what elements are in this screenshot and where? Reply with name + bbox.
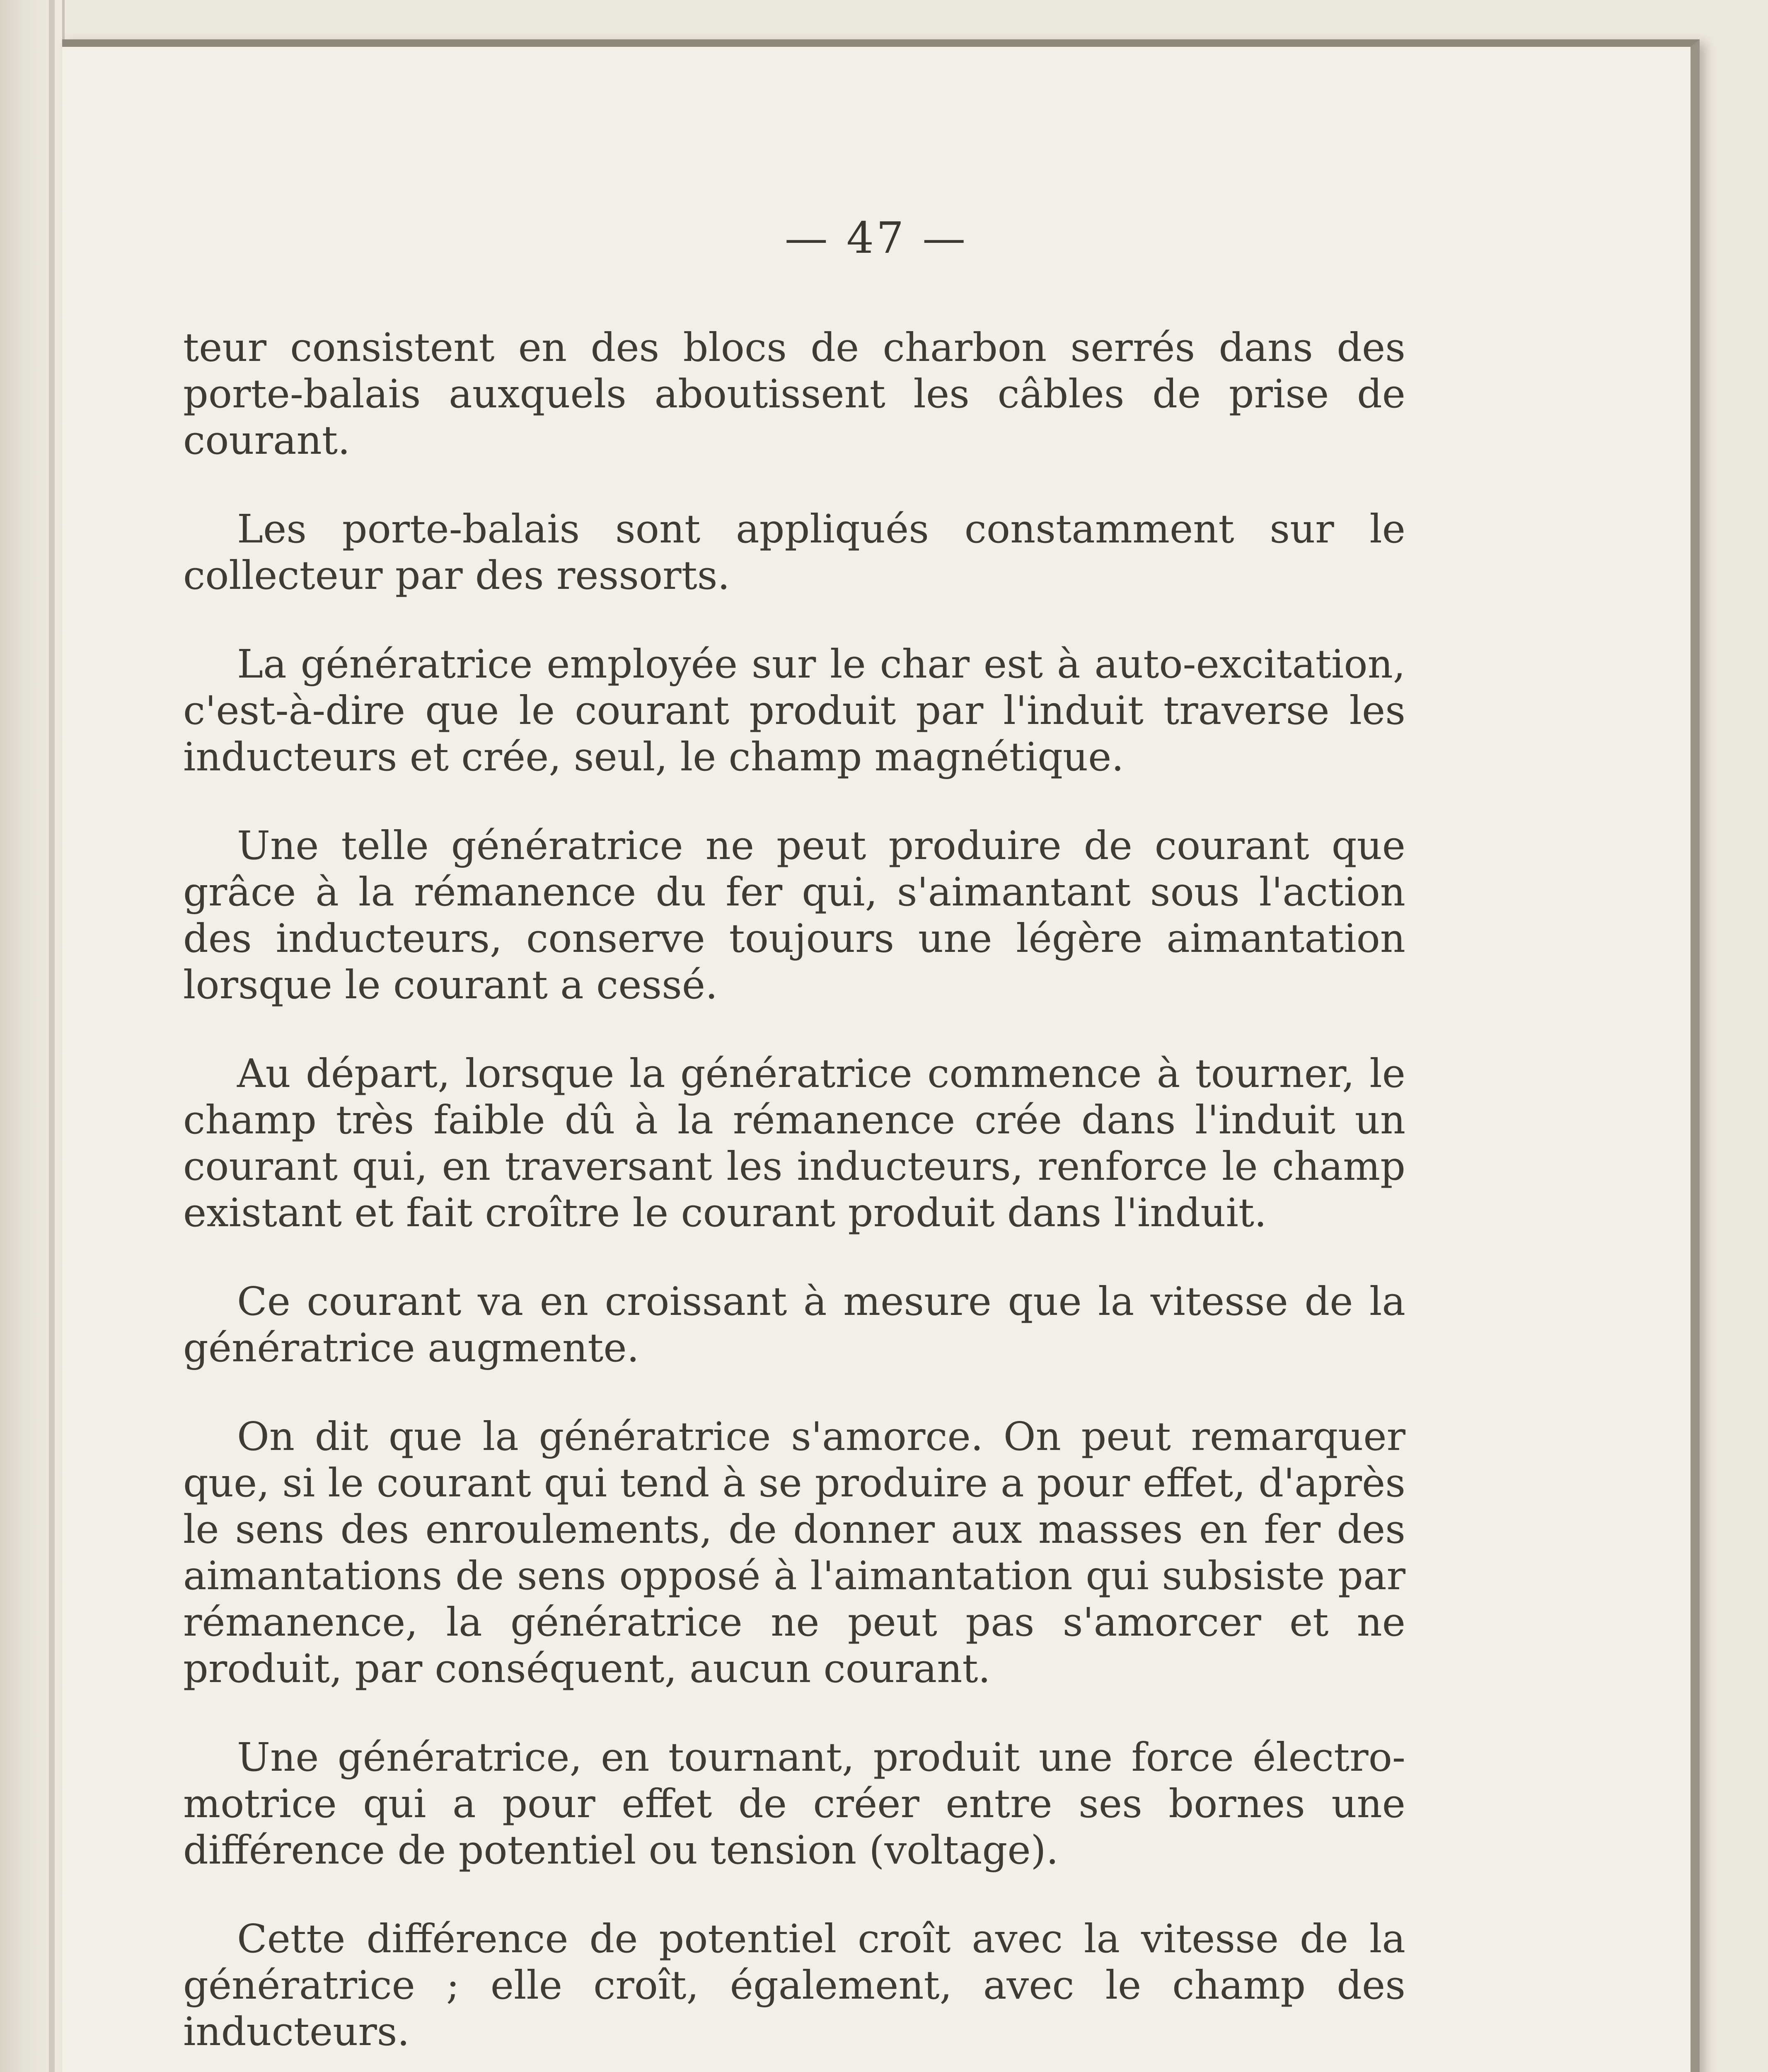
paragraph-7: On dit que la génératrice s'amorce. On peut remarquer que, si le courant qui tend à se produire a pour effet, d'après le sens des enroulements, de donner aux masses en fer des aimantations de sens opposé à l'aimantation qui subsiste par rémanence, la génératrice ne peut pas s'amorcer et ne produit, par conséquent, aucun courant.	[183, 1414, 1405, 1692]
paragraph-2: Les porte-balais sont appliqués constamment sur le collecteur par des ressorts.	[183, 506, 1405, 598]
spine-edge	[49, 0, 55, 2072]
paragraph-8: Une génératrice, en tournant, produit une force électro-motrice qui a pour effet de créer entre ses bornes une différence de potentiel ou tension (voltage).	[183, 1735, 1405, 1873]
paragraph-9: Cette différence de potentiel croît avec la vitesse de la génératrice ; elle croît, également, avec le champ des inducteurs.	[183, 1916, 1405, 2055]
book-binding	[0, 0, 65, 2072]
book-page	[62, 39, 1700, 2072]
paragraph-3: La génératrice employée sur le char est à auto-excitation, c'est-à-dire que le courant produit par l'induit traverse les inducteurs et crée, seul, le champ magnétique.	[183, 641, 1405, 780]
paragraph-1: teur consistent en des blocs de charbon serrés dans des porte-balais auxquels aboutissent les câbles de prise de courant.	[183, 325, 1405, 463]
paragraph-6: Ce courant va en croissant à mesure que la vitesse de la génératrice augmente.	[183, 1279, 1405, 1371]
body-text	[183, 324, 1405, 2072]
paragraph-5: Au départ, lorsque la génératrice commence à tourner, le champ très faible dû à la rémanence crée dans l'induit un courant qui, en traversant les inducteurs, renforce le champ existant et fait croître le courant produit dans l'induit.	[183, 1051, 1405, 1236]
paragraph-4: Une telle génératrice ne peut produire de courant que grâce à la rémanence du fer qui, s'aimantant sous l'action des inducteurs, conserve toujours une légère aimantation lorsque le courant a cessé.	[183, 823, 1405, 1008]
page-number: — 47 —	[784, 213, 968, 263]
